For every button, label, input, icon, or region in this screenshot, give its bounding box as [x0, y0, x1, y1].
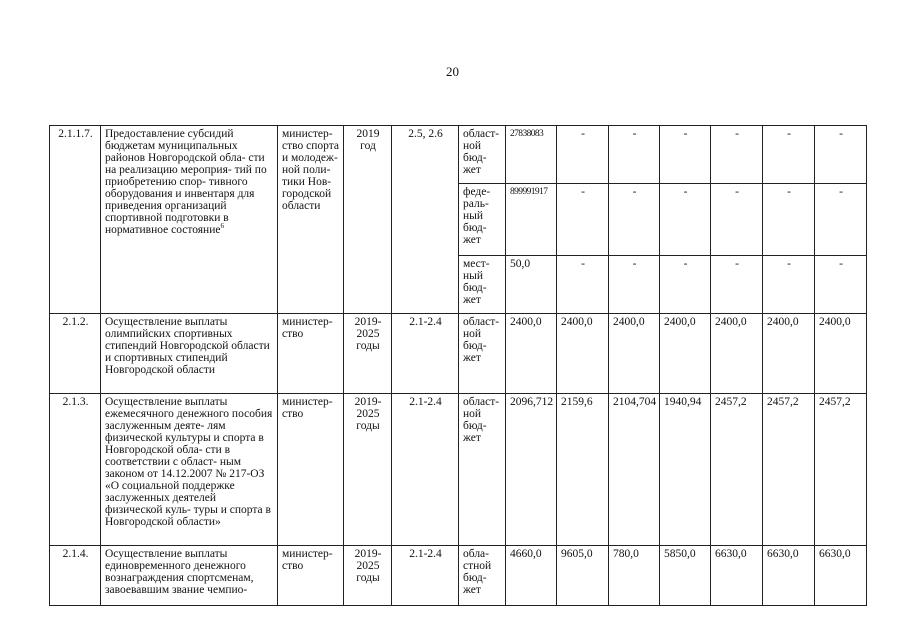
value-cell: 9605,0 — [557, 546, 609, 606]
value-cell: 6630,0 — [711, 546, 763, 606]
program-activities-table — [49, 125, 905, 606]
activity-name-text: Осуществление выплаты единовременного денежного вознаграждения спортсменам, завоевавшим звание чемпио- — [105, 548, 254, 596]
value-cell: - — [711, 184, 763, 256]
value-cell: - — [763, 256, 815, 314]
row-number: 2.1.4. — [50, 546, 101, 606]
value-cell: 2400,0 — [557, 314, 609, 394]
value-cell: 2457,2 — [711, 394, 763, 546]
indicators: 2.1-2.4 — [392, 314, 459, 394]
value-cell: - — [763, 184, 815, 256]
row-number: 2.1.2. — [50, 314, 101, 394]
term: 2019- 2025 годы — [344, 314, 392, 394]
indicators: 2.1-2.4 — [392, 546, 459, 606]
value-cell: 50,0 — [506, 256, 557, 314]
page-number: 20 — [446, 64, 459, 79]
value-cell: 780,0 — [609, 546, 660, 606]
value-cell: 2400,0 — [815, 314, 867, 394]
funding-source: обла- стной бюд- жет — [459, 546, 506, 606]
executor: министер- ство спорта и молодеж- ной поли- тики Нов- городской области — [278, 126, 344, 314]
value-cell: - — [660, 256, 711, 314]
executor: министер- ство — [278, 546, 344, 606]
value-cell: 27838083 — [506, 126, 557, 184]
value-cell: - — [557, 256, 609, 314]
value-cell: - — [763, 126, 815, 184]
table-row — [50, 394, 905, 546]
value-cell: - — [609, 256, 660, 314]
value-cell: 2457,2 — [815, 394, 867, 546]
indicators: 2.5, 2.6 — [392, 126, 459, 314]
value-cell: 2400,0 — [660, 314, 711, 394]
value-cell: - — [815, 256, 867, 314]
value-cell: 6630,0 — [763, 546, 815, 606]
activity-name: Осуществление выплаты ежемесячного денежного пособия заслуженным деяте- лям физической культуры и спорта в Новгородской обла- сти в соответствии с област- ным законом от 14.12.2007 № 217-ОЗ «О социальной поддержке заслуженных деятелей физической куль- туры и спорта в Новгородской области» — [101, 394, 278, 546]
value-cell: - — [660, 184, 711, 256]
value-cell: - — [609, 126, 660, 184]
value-cell: - — [557, 126, 609, 184]
value-cell: 2400,0 — [763, 314, 815, 394]
activity-name — [101, 126, 278, 314]
value-cell: 1940,94 — [660, 394, 711, 546]
value-cell: 2400,0 — [506, 314, 557, 394]
value-cell: 2400,0 — [711, 314, 763, 394]
executor: министер- ство — [278, 394, 344, 546]
value-cell: 4660,0 — [506, 546, 557, 606]
value-cell: - — [815, 126, 867, 184]
footnote-mark: 6 — [220, 222, 224, 231]
value-cell: 2457,2 — [763, 394, 815, 546]
funding-source: феде- раль- ный бюд- жет — [459, 184, 506, 256]
executor: министер- ство — [278, 314, 344, 394]
table-row — [50, 126, 905, 184]
value-cell: 2159,6 — [557, 394, 609, 546]
row-number: 2.1.3. — [50, 394, 101, 546]
value-cell: - — [557, 184, 609, 256]
value-cell: - — [711, 126, 763, 184]
funding-source: област- ной бюд- жет — [459, 314, 506, 394]
value-cell: 2104,704 — [609, 394, 660, 546]
value-cell: - — [711, 256, 763, 314]
value-cell: 6630,0 — [815, 546, 867, 606]
value-cell: 899991917 — [506, 184, 557, 256]
funding-source: мест- ный бюд- жет — [459, 256, 506, 314]
row-number: 2.1.1.7. — [50, 126, 101, 314]
term: 2019- 2025 годы — [344, 546, 392, 606]
term: 2019 год — [344, 126, 392, 314]
funding-source: област- ной бюд- жет — [459, 126, 506, 184]
value-cell: - — [609, 184, 660, 256]
value-cell: - — [660, 126, 711, 184]
indicators: 2.1-2.4 — [392, 394, 459, 546]
funding-source: област- ной бюд- жет — [459, 394, 506, 546]
activity-name — [101, 546, 278, 606]
table-row — [50, 314, 905, 394]
activity-name: Осуществление выплаты олимпийских спортивных стипендий Новгородской области и спортивных стипендий Новгородской области — [101, 314, 278, 394]
table-row — [50, 546, 905, 606]
value-cell: - — [815, 184, 867, 256]
value-cell: 2096,712 — [506, 394, 557, 546]
value-cell: 2400,0 — [609, 314, 660, 394]
term: 2019- 2025 годы — [344, 394, 392, 546]
activity-name-text: Предоставление субсидий бюджетам муниципальных районов Новгородской обла- сти на реализацию мероприя- тий по приобретению спор- тивного оборудования и инвентаря для приведения организаций спортивной подготовки в нормативное состояние — [105, 128, 267, 236]
value-cell: 5850,0 — [660, 546, 711, 606]
